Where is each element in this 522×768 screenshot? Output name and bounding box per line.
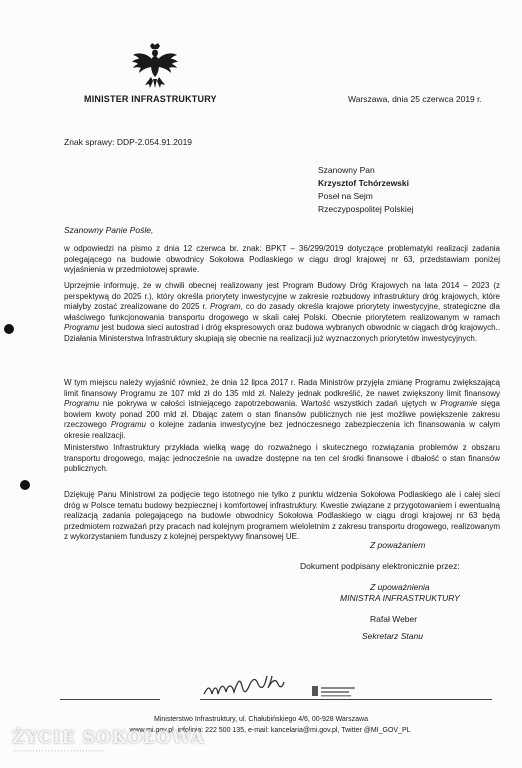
authority-block — [340, 582, 460, 604]
signer-name: Rafał Weber — [370, 614, 418, 624]
footer-divider-left — [60, 699, 160, 700]
paragraph-5: Dziękuję Panu Ministrowi za podjęcie tego istotnego nie tylko z punktu widzenia Sokołowa Podlaskiego ale i całej sieci dróg w Polsce tematu budowy bezpiecznej i komfortowej infrastruktury. Kwestie związane z przygotowaniem i ewentualną realizacją zadania polegającego na budowie obwodnicy Sokołowa Podlaskiego w ciągu drogi krajowej nr 63 będą przedmiotem rozważań przy pracach nad kolejnym programem wieloletnim z zakresu transportu drogowego, realizowanym z wykorzystaniem funduszy z kolejnej perspektywy finansowej UE. — [64, 490, 500, 542]
authority-line-1: Z upoważnienia — [370, 582, 430, 592]
polish-eagle-emblem-icon — [130, 42, 180, 92]
ministry-header: MINISTER INFRASTRUKTURY — [84, 94, 217, 104]
case-number: Znak sprawy: DDP-2.054.91.2019 — [64, 137, 193, 147]
signed-electronically: Dokument podpisany elektronicznie przez: — [300, 561, 460, 571]
footer-address: Ministerstwo Infrastruktury, ul. Chałubińskiego 4/6, 00-928 Warszawa — [154, 716, 368, 723]
signer-role: Sekretarz Stanu — [362, 631, 423, 641]
punch-hole-bottom — [20, 480, 30, 490]
watermark-logo: ŻYCIE SOKOŁOWA — [12, 728, 205, 748]
addressee-name: Krzysztof Tchórzewski — [318, 178, 410, 188]
greeting: Szanowny Panie Pośle, — [64, 225, 154, 235]
footer-divider-right — [200, 699, 492, 700]
paragraph-4: Ministerstwo Infrastruktury przykłada wielką wagę do rozważnego i skutecznego rozwiązania problemów z obszaru transportu drogowego, mając jednocześnie na uwadze dostępne na ten cel środki finansowe i dbałość o stan finansów publicznych. — [64, 443, 500, 474]
stamp-graphic-icon — [312, 684, 358, 698]
punch-hole-top — [4, 324, 14, 334]
addressee-country: Rzeczypospolitej Polskiej — [318, 204, 414, 214]
paragraph-1: w odpowiedzi na pismo z dnia 12 czerwca br. znak: BPKT – 36/299/2019 dotyczące problematyki realizacji zadania polegającego na budowie obwodnicy Sokołowa Podlaskiego w ciągu drogi krajowej nr 63, przedstawiam poniżej wyjaśnienia w przedmiotowej sprawie. — [64, 244, 500, 275]
closing-regards: Z poważaniem — [370, 540, 426, 550]
watermark-subline: ▪ ▪ ▪ ▪ ▪ ▪ ▪ ▪ ▪ ▪ ▪ ▪ ▪ ▪ ▪ ▪ ▪ ▪ ▪ ▪ ▪ ▪ ▪ ▪ ▪ ▪ ▪ ▪ ▪ — [14, 748, 104, 753]
addressee-role: Poseł na Sejm — [318, 191, 373, 201]
addressee-block — [318, 164, 413, 216]
niepodlegla-logo-icon — [200, 676, 310, 700]
paragraph-3: W tym miejscu należy wyjaśnić również, że dnia 12 lipca 2017 r. Rada Ministrów przyjęła zmianę Programu zwiększającą limit finansowy Programu ze 107 mld zł do 135 mld zł. Należy jednak podkreślić, że nawet zwiększony limit finansowy Programu nie pokrywa w całości istniejącego zapotrzebowania. Wartość wszystkich zadań ujętych w Programie sięga bowiem kwoty ponad 200 mld zł. Dbając zatem o stan finansów publicznych nie jest możliwe powiększenie zakresu rzeczowego Programu o kolejne zadania inwestycyjne bez jednoczesnego zabezpieczenia ich finansowania w całym okresie realizacji. — [64, 378, 500, 440]
footer-contact: www.mi.gov.pl, infolinia: 222 500 135, e-mail: kancelaria@mi.gov.pl, Twitter @MI_GOV_PL — [129, 727, 411, 734]
place-date: Warszawa, dnia 25 czerwca 2019 r. — [348, 94, 482, 104]
addressee-salutation: Szanowny Pan — [318, 165, 375, 175]
paragraph-2: Uprzejmie informuję, że w chwili obecnej realizowany jest Program Budowy Dróg Krajowych na lata 2014 – 2023 (z perspektywą do 2025 r.), który określa priorytety inwestycyjne w zakresie rozbudowy infrastruktury dróg krajowych, które miałyby zostać zrealizowane do 2025 r. Program, co do zasady określa krajowe priorytety inwestycyjne, strategiczne dla właściwego funkcjonowania transportu drogowego w skali całej Polski. Obecnie priorytetem realizowanym w ramach Programu jest budowa sieci autostrad i dróg ekspresowych oraz budowa wybranych obwodnic w ciągach dróg krajowych.. Działania Ministerstwa Infrastruktury skupiają się obecnie na realizacji już wyznaczonych priorytetów inwestycyjnych. — [64, 281, 501, 343]
authority-line-2: MINISTRA INFRASTRUKTURY — [340, 593, 460, 603]
